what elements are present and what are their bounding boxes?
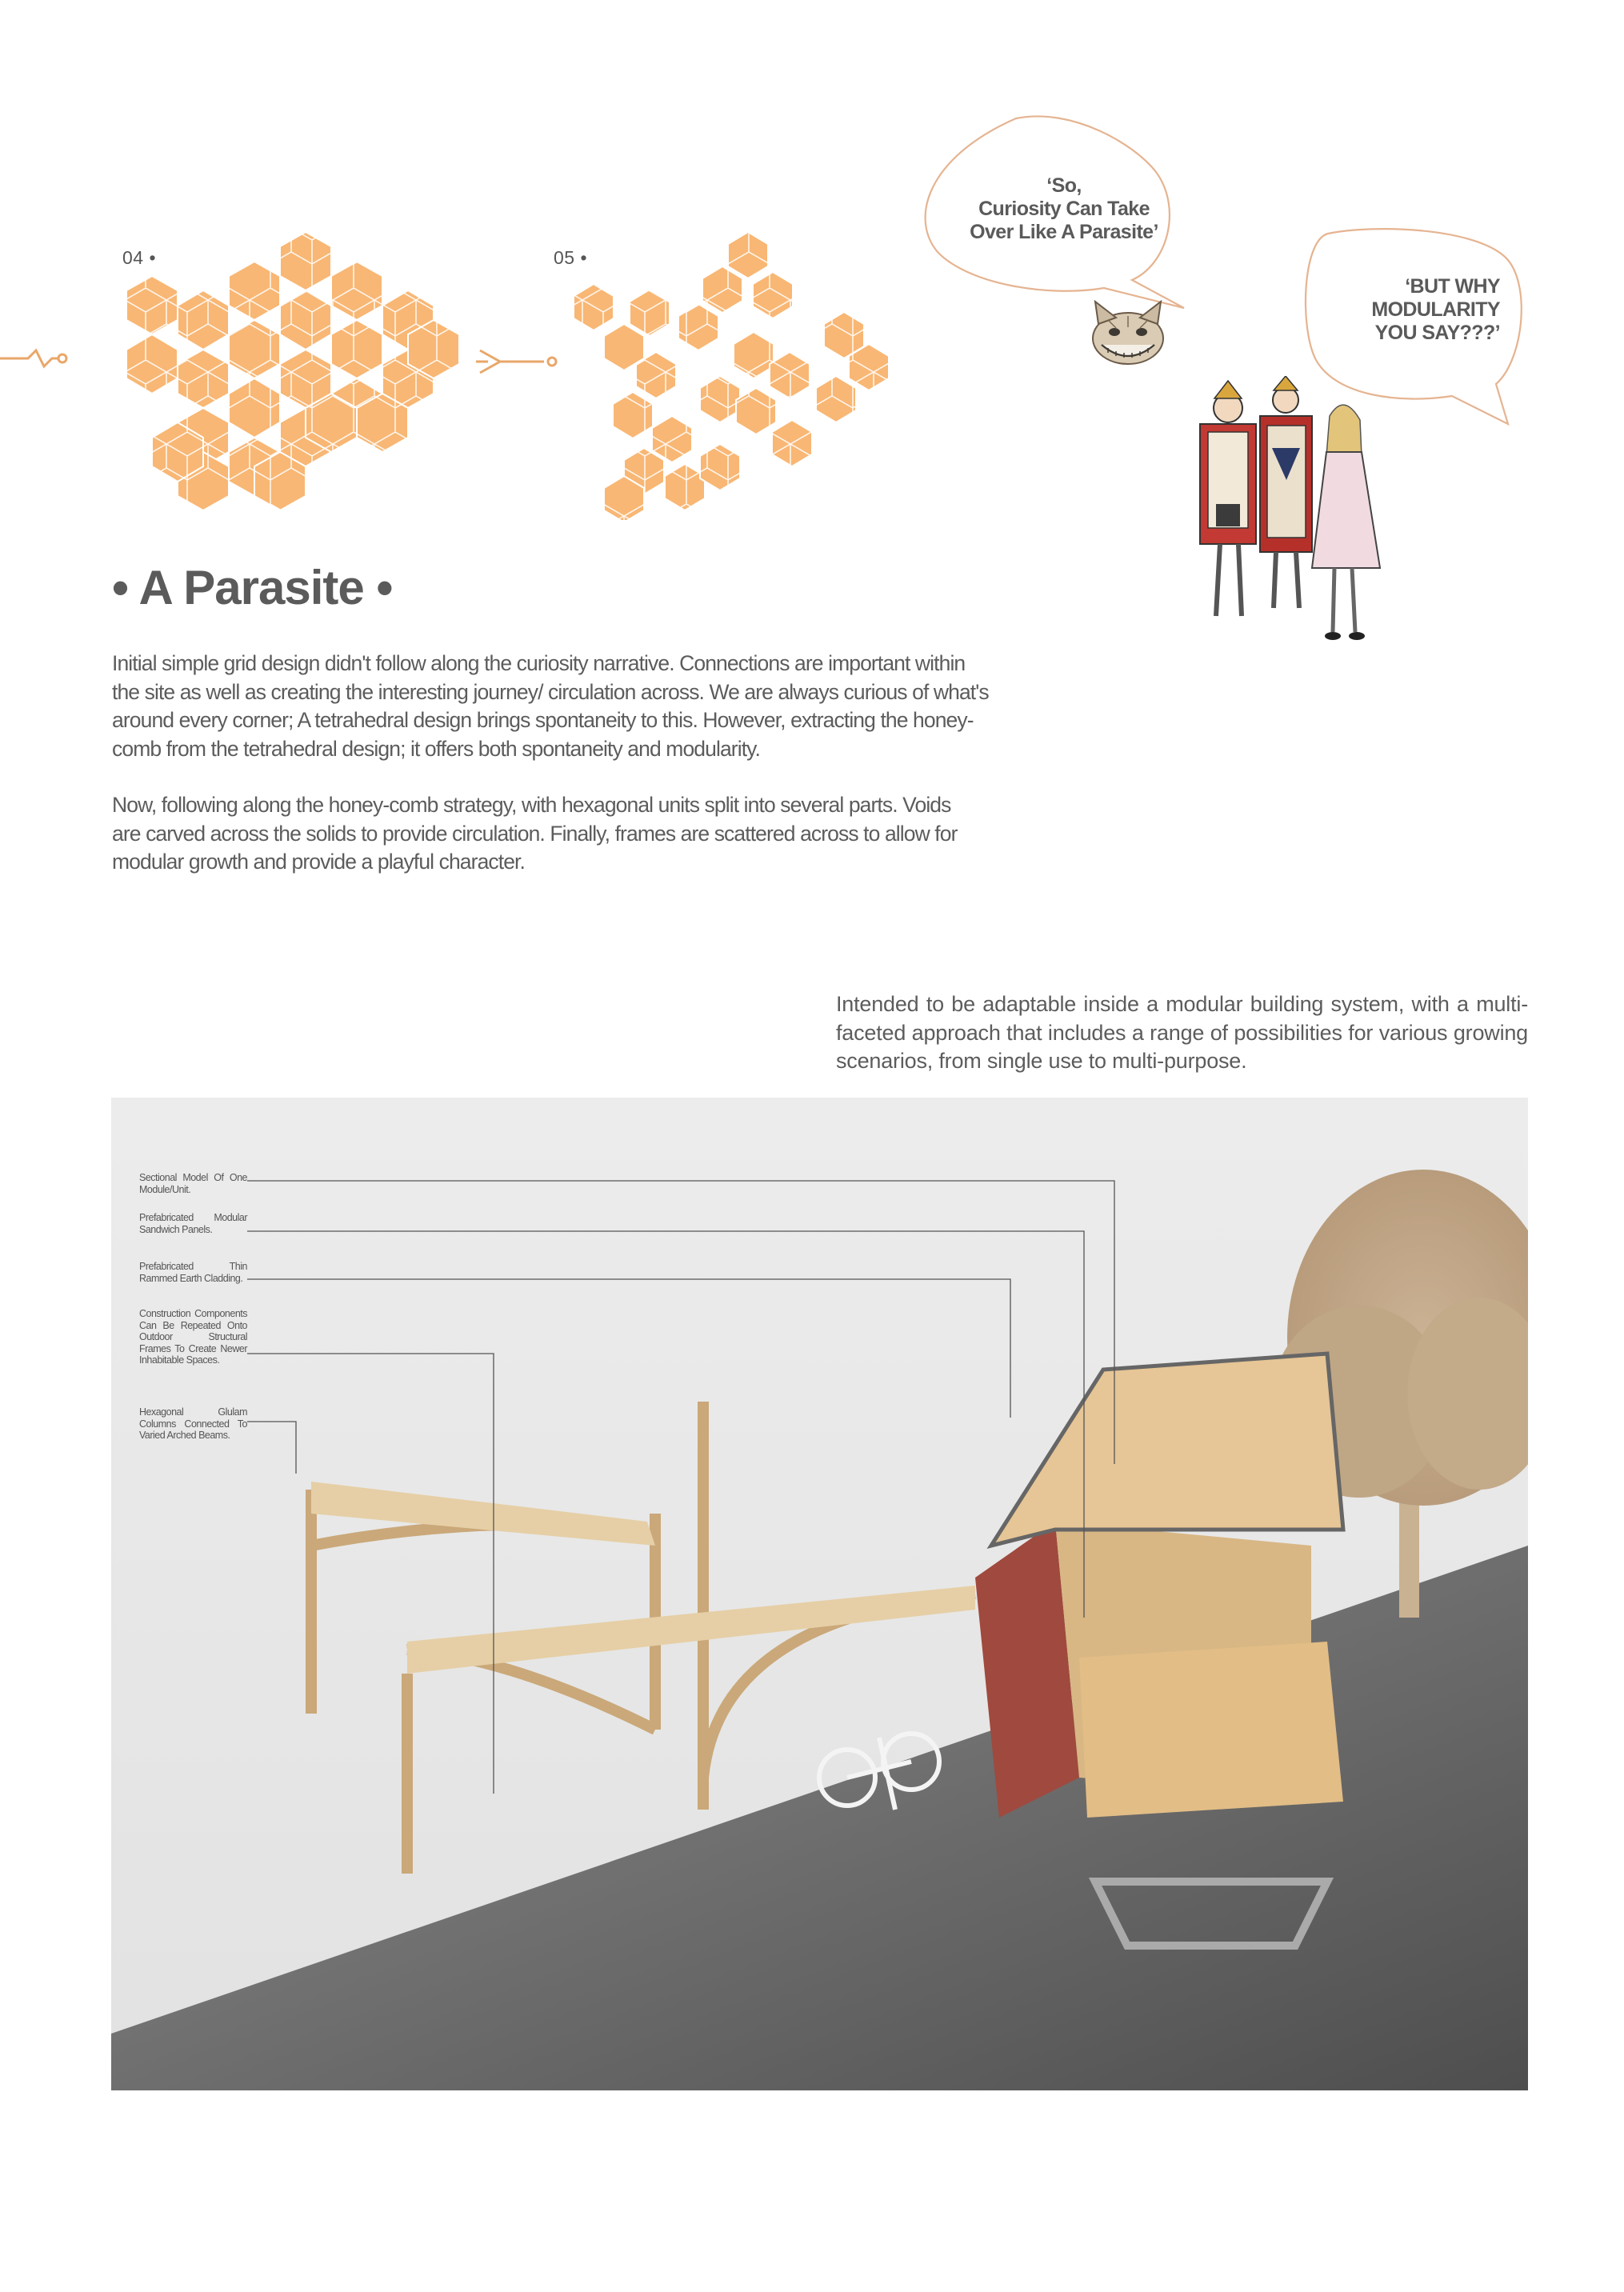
section-title: • A Parasite • [112,561,393,614]
annotation-rammed-earth: Prefabricated Thin Rammed Earth Cladding. [139,1261,247,1284]
render-illustration [111,1098,1528,2090]
honeycomb-cluster-step-04 [126,232,459,510]
paragraph-2-line: modular growth and provide a playful character. [112,850,525,874]
annotation-sectional-model: Sectional Model Of One Module/Unit. [139,1172,247,1195]
cards-and-alice-illustration [1184,376,1400,648]
annotation-glulam-columns: Hexagonal Glulam Columns Connected To Varied Arched Beams. [139,1406,247,1441]
description-text [112,650,1024,877]
annotation-construction-components: Construction Components Can Be Repeated Onto Outdoor Structural Frames To Create Newer Inhabitable Spaces. [139,1308,247,1366]
annotation-sandwich-panels: Prefabricated Modular Sandwich Panels. [139,1212,247,1235]
paragraph-1 [112,650,1024,763]
flow-arrow-left-icon [0,350,66,366]
speech-bubble-curiosity-text: ‘So, Curiosity Can Take Over Like A Parasite’ [970,174,1158,243]
paragraph-1-line: around every corner; A tetrahedral design brings spontaneity to this. However, extracting the honey- [112,708,974,732]
cheshire-cat-illustration [1084,300,1172,372]
paragraph-1-line: the site as well as creating the interesting journey/ circulation across. We are always curious of what's [112,679,989,704]
paragraph-2-line: are carved across the solids to provide circulation. Finally, frames are scattered across to allow for [112,821,958,846]
flow-arrow-middle-icon [476,350,556,373]
paragraph-1-line: comb from the tetrahedral design; it offers both spontaneity and modularity. [112,736,761,761]
step-04-label: 04 • [122,247,157,268]
paragraph-1-line: Initial simple grid design didn't follow along the curiosity narrative. Connections are important within [112,651,966,675]
speech-bubble-modularity-text: ‘BUT WHY MODULARITY YOU SAY???’ [1371,275,1500,344]
sectional-model-render [111,1098,1528,2090]
paragraph-2-line: Now, following along the honey-comb strategy, with hexagonal units split into several parts. Voids [112,793,951,817]
honeycomb-cluster-step-05 [574,232,889,520]
intro-paragraph: Intended to be adaptable inside a modular building system, with a multi-faceted approach that includes a range of possibilities for various growing scenarios, from single use to multi-purpose. [836,992,1528,1073]
paragraph-2 [112,791,1024,877]
step-05-label: 05 • [554,247,588,268]
